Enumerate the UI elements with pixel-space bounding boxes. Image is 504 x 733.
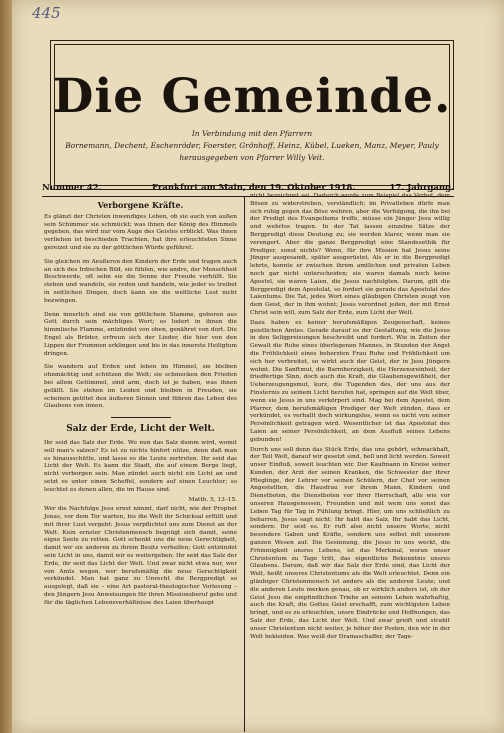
masthead-subtitle-2: Bornemann, Dechent, Eschenröder, Foerster, Grönhoff, Heinz, Kübel, Lueken, Manz, Meyer, Pauly — [65, 141, 439, 150]
masthead-subtitle-3: herausgegeben von Pfarrer Willy Veit. — [179, 153, 325, 162]
poem-stanza-1: Es glänzt der Christen inwendiges Leben, ob sie auch von außen sein Schimmer sie schmückt; was ihnen der König des Himmels gegeben, das wird nur vom Auge des Geistes erblickt. Was ihnen verliehen ist beschieden Trachten, hat ihre erleuchteten Sinne gereizet und sie zu der göttlichen Würde geführet. — [44, 213, 237, 251]
article-paragraph-2: Dazu haben es keiner berufsmäßigen Zeugenschaft, keines geistlichen Amtes. Gerade darauf es der Gestaltung, wie die Jesus in den Seligpreisungen beschreibt und fordert. Wie in Zeiten der Gewalt die Ruhe eines überlegenen Mannes, in Stunden der Angst die Fröhlichkeit eines beherzten Frau Ruhe und Fröhlichkeit um sich her verbreitet, so wirkt auch der Geist, der in Jesu Jüngern wohnt. Die Sanftmut, die Barmherzigkeit, die Herzensreinheit, der friedfertige Sinn, doch auch die Kraft, die Glaubensgewißheit, der Ueberzeugungsmut, kurz, die Tugenden des, der uns aus der Finsternis zu seinem Licht berufen hat, springen auf die Welt über, wenn sie Jesus in uns verkörpert sind. Mag bei dem Apostel, dem Pfarrer, dem berufsmäßigen Prediger der Welt zünden, dass er verkündet, es verhallt doch wirkungslos, wenn es nicht von seiner Persönlichkeit getragen wird. Wesentlicher ist das Apostolat des Laien an seiner Persönlichkeit, an dem Ausfluß seines Lebens gebunden! — [250, 319, 450, 443]
article-body-start: Wer die Nachfolge Jesu ernst nimmt, darf nicht, wie der Prophet Jonas, vor dem Tor warten, bis die Welt ihr Schicksal erfüllt und mit ihrer Lust vergeht: Jesus verpflichtet uns zum Dienst an der Welt. Kein ernster Christenmensch begnügt sich damit, seine eigne Seele zu retten. Gott schenkt uns die neue Gerechtigkeit, damit wir sie anderen zu ihrem Besitz verhelfen; Gott entzündet sein Licht in uns, damit wir es weitergeben: Ihr seid das Salz der Erde, ihr seid das Licht der Welt. Und zwar nicht etwa nur, wer von Amts wegen, wer berufsmäßig die neue Gerechtigkeit verkündet. Man hat ganz zu Unrecht die Bergpredigt so ausgelegt, daß sie – eine Art pastoral-theologischer Vorlesung – den Jüngern Jesu Anweisungen für ihren Missionsberuf gebe und für die täglichen Lebensverhältnisse des Laien überhaupt — [44, 506, 237, 606]
masthead-frame — [50, 40, 454, 190]
masthead-title: Die Gemeinde. — [52, 69, 452, 124]
poem-stanza-2: Sie gleichen im Aeußeren den Kindern der Erde und tragen auch an sich des Irdischen Bild, sie fühlen, wie andre, der Menschheit Beschwerde, oft sehn sie die Sonne der Freude verhüllt. Sie stehen und wandeln, sie reden und handeln, wie jeder es treibet in zeitlichen Dingen, doch kann sie die weltliche Lust nicht bezwingen. — [44, 258, 237, 304]
section-separator — [111, 417, 171, 418]
article-paragraph-1: nicht bezeichnet sei. Dadurch werde zum Beispiel das Verbot, dem Bösen zu widerstreben, verständlich; im Privatleben dürfe man sich ruhig gegen das Böse wehren, aber die Verfolgung, die ihn bei der Predigt des Evangeliums treffe, müsse ein Jünger Jesu willig und wehrlos tragen. In der Tat lassen einzelne Sätze der Bergpredigt diese Deutung zu; sie werden klarer, wenn man sie verengert. Aber die ganze Bergpredigt eine Standesethik für Prediger, sonst nichts? Wenn, für ihre Mission hat Jesus seine Jünger ausgesandt, später ausgerüstet. Als er in die Bergpredigt lehrte, konnte er zwischen ihrem amtlichen und privaten Leben noch gar nicht unterscheiden; sie waren damals noch keine Apostel, sie waren Laien, die Jesus nachfolgten. Darum, gilt die Bergpredigt dem Apostolat, so fordert sie gerade das Apostolat des Laientums. Die Tat, jedes Wort eines gläubigen Christen zeugt von dem Geist, der in ihm wohnt; Jesus verordnet jeden, der mit Ernst Christ sein will, zum Salz der Erde, zum Licht der Welt. — [250, 193, 450, 316]
bible-quote: Ihr seid das Salz der Erde. Wo nun das Salz dumm wird, womit soll man's salzen? Es ist zu nichts hinfort nütze, denn daß man es hinausschütte, und lasse es die Leute zertreten. Ihr seid das Licht der Welt. Es kann die Stadt, die auf einem Berge liegt, nicht verborgen sein. Man zündet auch nicht ein Licht an und setzt es unter einen Scheffel, sondern auf einen Leuchter; so leuchtet es denen allen, die im Hause sind. — [44, 439, 237, 493]
book-spine — [0, 0, 12, 733]
issue-number: Nummer 42. — [42, 183, 102, 193]
poem-heading: Verborgene Kräfte. — [97, 200, 184, 210]
column-divider — [244, 197, 245, 732]
bible-reference: Matth. 5, 13–15. — [188, 496, 237, 503]
poem-stanza-3: Denn innerlich sind sie von göttlichem Stamme, geboren aus Gott durch sein mächtiges Wort; es lodert in ihnen die himmlische Flamme, entzündet von oben, genähret von dort. Die Engel als Brüder, erfreun sich der Lieder, die hier von den Lippen der Frommen erklingen und bis in das innerste Heiligtum dringen. — [44, 311, 237, 357]
poem-stanza-4: Sie wandern auf Erden und leben im Himmel, sie bleiben ohnmächtig und schützen die Welt; sie schmecken den Frieden bei allem Getümmel, sind arm, doch ist je haben, was ihnen gefällt. Sie stehen im Leiden und bleiben in Freuden, sie scheinen getötet den äußeren Sinnen und führen das Leben des Glaubens von innen. — [44, 364, 237, 410]
article-paragraph-3: Durch uns soll denn das Stück Erde, das uns gehört, schmackhaft, der Teil Welt, darauf wir gesetzt sind, hell und licht werden. Soweit unser Einfluß, soweit leuchten wir. Der Kaufmann in Kreise seiner Kunden, der Arzt der seinen Kranken, die Schwester der ihrer Pfleglinge, der Lehrer vor seinen Schülern, der Chef vor seinen Angestellten, die Hausfrau vor ihrem Mann, Kindern und Dienstboten, die Dienstboten vor ihrer Herrschaft, alle wie vor unseren Hausgenossen, Freunden und mit wem uns sonst das Leben Tag für Tag in Fühlung bringt. Hier, um uns schließlich zu beharren, Jesus sagt nicht: Ihr habt das Salz, Ihr habt das Licht, sondern: Ihr seid es. Er ruft also nicht unsere Worte, nicht besondere Gaben und Kräfte, sondern uns selbst mit unserem ganzen Wesen auf. Die Gesinnung, die Jesus in uns weckt, die Frömmigkeit unsres Lebens, ist das Merkmal, woran unser Christentum zu Tage tritt, das eigentliche Bekenntnis unsres Glaubens. Darum, daß wir das Salz der Erde sind, das Licht der Welt, heißt unseres Christentums als die Welt erleuchtet. Denn ein gläubiger Christenmensch ist anders als die anderen Leute; und die anderen Leute merken genau, ob er wirklich anders ist, ob der Geist Jesu die empfindlichen Triebe an seinem Leben wahrhaftig, auch die Kraft, die Gottes Geist erschafft, zum wichtigsten Leben bringt, und es zu erleuchten, unsre Eindrücke und Hoffnungen, das Salz der Erde, das Licht der Welt. Und zwar greift und strahlt unser Christentum nicht weiter, je höher der Posten, den wir in der Welt bekleiden. Was weiß der Dramaschaffer, der Tage- — [250, 446, 450, 640]
masthead-subtitle-1: In Verbindung mit den Pfarrern — [191, 129, 313, 138]
issue-volume: 17. Jahrgang. — [389, 183, 454, 193]
article-heading: Salz der Erde, Licht der Welt. — [66, 424, 215, 435]
newspaper-page — [12, 0, 504, 733]
issue-place-date: Frankfurt am Main, den 19. Oktober 1918. — [152, 183, 356, 193]
left-column — [44, 200, 237, 610]
right-column — [250, 193, 450, 643]
handwritten-page-number: 445 — [32, 4, 61, 22]
